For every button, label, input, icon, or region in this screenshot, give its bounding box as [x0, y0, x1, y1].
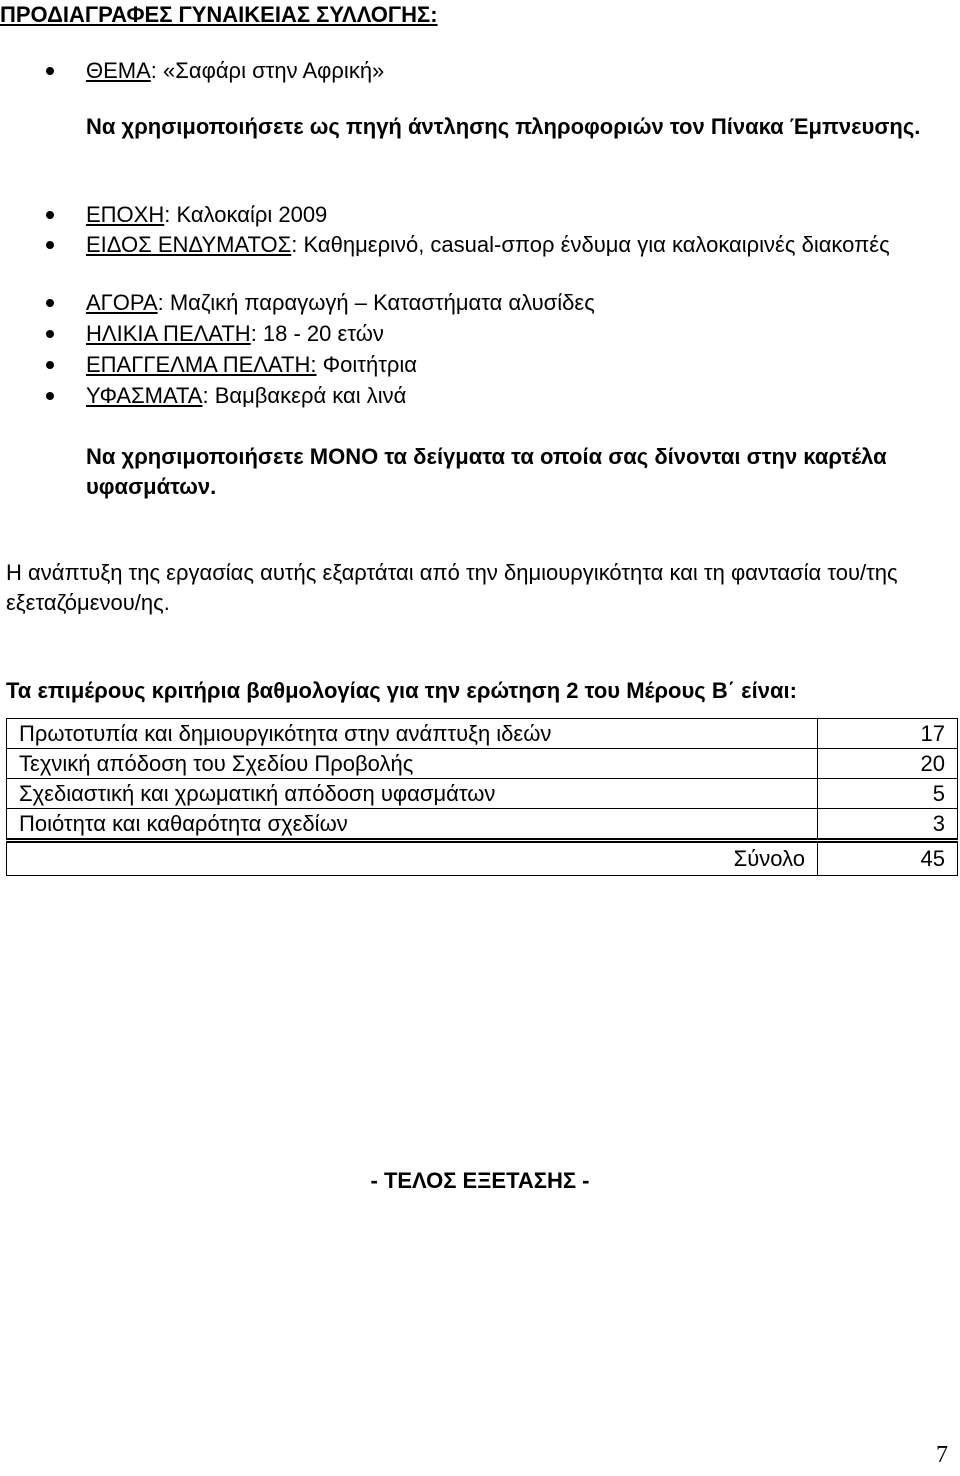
spec-label: ΕΙΔΟΣ ΕΝΔΥΜΑΤΟΣ — [86, 232, 292, 257]
spec-value: : Καλοκαίρι 2009 — [164, 202, 328, 227]
table-row — [7, 809, 958, 841]
inspiration-note: Να χρησιμοποιήσετε ως πηγή άντλησης πληροφοριών τον Πίνακα Έμπνευσης. — [86, 114, 921, 139]
criterion-points: 3 — [818, 809, 958, 841]
list-item — [0, 288, 960, 319]
spec-label: ΗΛΙΚΙΑ ΠΕΛΑΤΗ — [86, 321, 251, 346]
samples-note: Να χρησιμοποιήσετε ΜΟΝΟ τα δείγματα τα οποία σας δίνονται στην καρτέλα υφασμάτων. — [86, 444, 887, 499]
spec-value: : Βαμβακερά και λινά — [202, 383, 407, 408]
spec-label: ΕΠΑΓΓΕΛΜΑ ΠΕΛΑΤΗ: — [86, 352, 317, 377]
table-row — [7, 719, 958, 749]
criteria-table — [6, 718, 958, 876]
criterion-label: Σχεδιαστική και χρωματική απόδοση υφασμάτων — [7, 779, 818, 809]
criteria-title: Τα επιμέρους κριτήρια βαθμολογίας για την ερώτηση 2 του Μέρους Β΄ είναι: — [6, 678, 797, 703]
page-number: 7 — [936, 1442, 948, 1468]
end-of-exam: - ΤΕΛΟΣ ΕΞΕΤΑΣΗΣ - — [370, 1168, 590, 1193]
list-item — [0, 230, 960, 288]
list-item — [0, 381, 960, 412]
spec-label: ΑΓΟΡΑ — [86, 290, 158, 315]
spec-value: : Καθημερινό, casual-σπορ ένδυμα για καλοκαιρινές διακοπές — [291, 232, 890, 257]
criterion-points: 5 — [818, 779, 958, 809]
criterion-points: 17 — [818, 719, 958, 749]
spec-list — [0, 200, 960, 412]
spec-label: ΘΕΜΑ — [86, 58, 151, 83]
page-heading: ΠΡΟΔΙΑΓΡΑΦΕΣ ΓΥΝΑΙΚΕΙΑΣ ΣΥΛΛΟΓΗΣ: — [0, 2, 438, 27]
bullet-icon — [46, 361, 54, 369]
creativity-note: Η ανάπτυξη της εργασίας αυτής εξαρτάται από την δημιουργικότητα και τη φαντασία του/της εξεταζόμενου/ης. — [6, 560, 898, 615]
criterion-points: 20 — [818, 749, 958, 779]
spec-value: Φοιτήτρια — [316, 352, 418, 377]
criterion-label: Ποιότητα και καθαρότητα σχεδίων — [7, 809, 818, 841]
bullet-icon — [46, 330, 54, 338]
list-item — [0, 200, 960, 230]
list-item — [0, 56, 960, 86]
list-item — [0, 319, 960, 350]
bullet-icon — [46, 241, 54, 249]
total-label: Σύνολο — [7, 841, 818, 876]
criterion-label: Τεχνική απόδοση του Σχεδίου Προβολής — [7, 749, 818, 779]
total-points: 45 — [818, 841, 958, 876]
criterion-label: Πρωτοτυπία και δημιουργικότητα στην ανάπτυξη ιδεών — [7, 719, 818, 749]
bullet-icon — [46, 392, 54, 400]
spec-value: : Μαζική παραγωγή – Καταστήματα αλυσίδες — [157, 290, 595, 315]
table-row — [7, 749, 958, 779]
list-item — [0, 350, 960, 381]
table-row — [7, 779, 958, 809]
theme-list — [0, 56, 960, 86]
bullet-icon — [46, 211, 54, 219]
spec-label: ΥΦΑΣΜΑΤΑ — [86, 383, 203, 408]
spec-value: : «Σαφάρι στην Αφρική» — [150, 58, 385, 83]
bullet-icon — [46, 299, 54, 307]
total-row — [7, 841, 958, 876]
spec-label: ΕΠΟΧΗ — [86, 202, 165, 227]
spec-value: : 18 - 20 ετών — [250, 321, 384, 346]
bullet-icon — [46, 67, 54, 75]
